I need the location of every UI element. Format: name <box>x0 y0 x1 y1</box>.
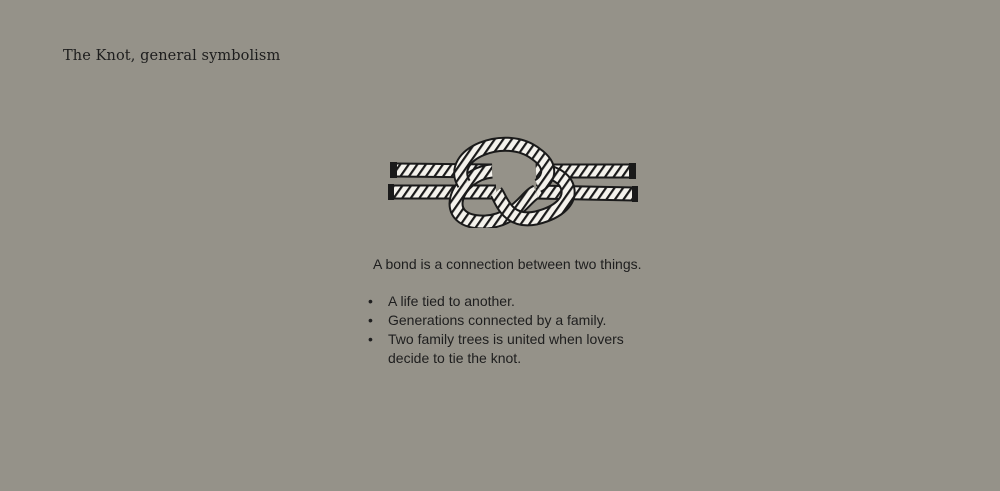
list-item <box>368 330 646 368</box>
list-item-text: Generations connected by a family. <box>388 312 607 328</box>
knot-description <box>368 255 693 368</box>
list-item <box>368 292 646 311</box>
bullet-icon: • <box>368 312 373 328</box>
bullet-icon: • <box>368 331 373 347</box>
list-item <box>368 311 646 330</box>
bullet-icon: • <box>368 293 373 309</box>
list-item-text: A life tied to another. <box>388 293 515 309</box>
page-title: The Knot, general symbolism <box>63 48 281 64</box>
symbolism-list <box>368 292 693 368</box>
list-item-text: Two family trees is united when lovers decide to tie the knot. <box>388 331 624 366</box>
bond-statement: A bond is a connection between two things. <box>373 256 642 272</box>
reef-knot-icon <box>386 134 640 228</box>
